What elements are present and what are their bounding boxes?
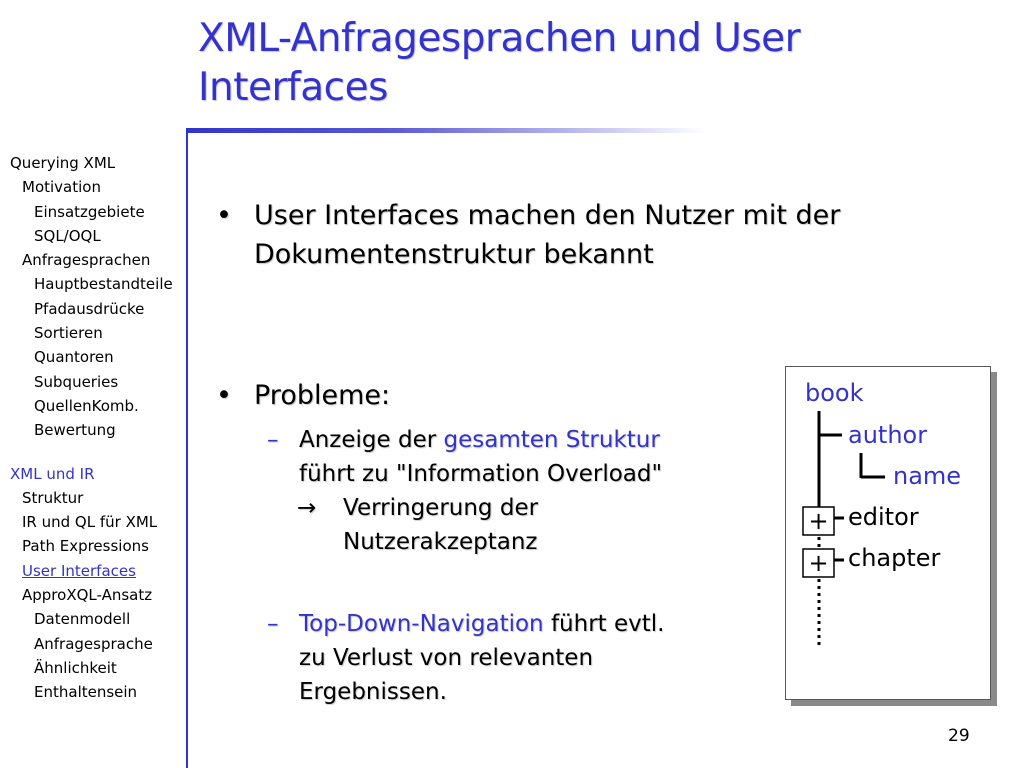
bullet1-line1: User Interfaces machen den Nutzer mit der <box>254 200 841 231</box>
tree-diagram-svg <box>786 367 990 699</box>
tree-node-book[interactable]: book <box>805 379 864 407</box>
sidebar-item-anfragesprache[interactable]: Anfragesprache <box>34 634 153 653</box>
sub1-line1 <box>299 424 660 457</box>
subbullet-anzeige <box>267 424 717 564</box>
expand-editor-icon[interactable]: + <box>808 507 829 535</box>
sidebar-item-bewertung[interactable]: Bewertung <box>34 421 116 440</box>
tree-node-author[interactable]: author <box>848 421 928 449</box>
bullet1-line2: Dokumentenstruktur bekannt <box>254 239 654 270</box>
sidebar-heading-xml-und-ir[interactable]: XML und IR <box>10 464 95 483</box>
sidebar-item-motivation[interactable]: Motivation <box>22 178 101 197</box>
dash-marker: – <box>267 427 279 453</box>
sidebar-item-einsatzgebiete[interactable]: Einsatzgebiete <box>34 202 145 221</box>
arrow-icon: → <box>297 495 317 521</box>
sidebar-item-approxql-ansatz[interactable]: ApproXQL-Ansatz <box>22 586 153 605</box>
sidebar-item-quellenkomb[interactable]: QuellenKomb. <box>34 396 139 415</box>
sub2-highlight: Top-Down-Navigation <box>299 611 544 637</box>
subbullet-top-down <box>267 608 717 718</box>
sidebar-item-user-interfaces[interactable]: User Interfaces <box>22 561 136 580</box>
sidebar-item-ir-und-ql[interactable]: IR und QL für XML <box>22 513 158 532</box>
sidebar-divider <box>186 128 188 768</box>
sidebar-item-aehnlichkeit[interactable]: Ähnlichkeit <box>34 658 117 677</box>
sub1-line3: Verringerung der <box>343 495 539 521</box>
sidebar-item-struktur[interactable]: Struktur <box>22 488 84 507</box>
sub1-highlight: gesamten Struktur <box>443 427 660 453</box>
sub1-line2: führt zu "Information Overload" <box>299 461 663 487</box>
slide-title-line2: Interfaces <box>198 65 388 110</box>
slide-title <box>198 14 998 112</box>
tree-diagram <box>785 366 991 700</box>
sub1-line1-prefix: Anzeige der <box>299 427 444 453</box>
sub2-line2: zu Verlust von relevanten <box>299 645 594 671</box>
dash-marker: – <box>267 611 279 637</box>
sidebar-item-enthaltensein[interactable]: Enthaltensein <box>34 683 138 702</box>
tree-node-name[interactable]: name <box>893 462 962 490</box>
bullet2-label: Probleme: <box>254 380 391 411</box>
sidebar-item-hauptbestandteile[interactable]: Hauptbestandteile <box>34 275 173 294</box>
sidebar-item-datenmodell[interactable]: Datenmodell <box>34 610 131 629</box>
sub2-line3: Ergebnissen. <box>299 679 447 705</box>
sub2-line1-suffix: führt evtl. <box>543 611 665 637</box>
sub1-line4: Nutzerakzeptanz <box>343 529 538 555</box>
sidebar-item-sql-oql[interactable]: SQL/OQL <box>34 226 101 245</box>
sidebar-nav <box>10 151 185 705</box>
sidebar-item-quantoren[interactable]: Quantoren <box>34 348 114 367</box>
page-number: 29 <box>948 726 970 746</box>
title-divider <box>186 128 706 133</box>
tree-node-chapter[interactable]: chapter <box>848 544 941 572</box>
sidebar-heading-querying-xml[interactable]: Querying XML <box>10 154 116 172</box>
bullet-probleme <box>216 376 696 416</box>
tree-node-editor[interactable]: editor <box>848 503 919 531</box>
sidebar-item-anfragesprachen[interactable]: Anfragesprachen <box>22 251 151 270</box>
slide-title-line1: XML-Anfragesprachen und User <box>198 16 801 61</box>
sidebar-item-path-expressions[interactable]: Path Expressions <box>22 537 149 556</box>
sidebar-item-pfadausdruecke[interactable]: Pfadausdrücke <box>34 299 145 318</box>
bullet-marker: • <box>216 200 232 231</box>
expand-chapter-icon[interactable]: + <box>808 549 829 577</box>
bullet-user-interfaces <box>216 196 936 276</box>
sidebar-item-subqueries[interactable]: Subqueries <box>34 372 119 391</box>
sidebar-item-sortieren[interactable]: Sortieren <box>34 324 103 343</box>
bullet-marker: • <box>216 380 232 411</box>
sub2-line1 <box>299 608 664 641</box>
